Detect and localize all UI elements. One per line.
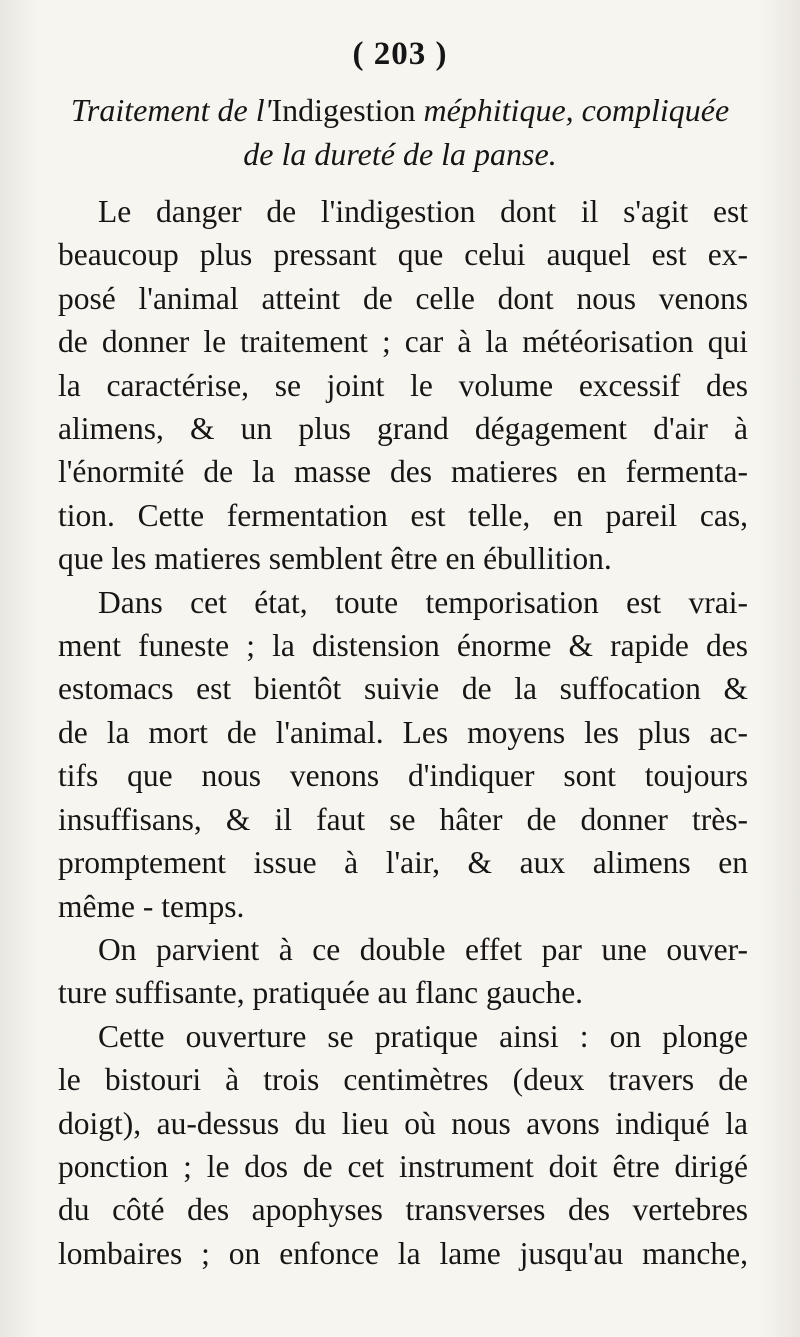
- body-text: [58, 190, 748, 1275]
- text-line: Dans cet état, toute temporisation est vrai-: [98, 584, 748, 620]
- text-line: même - temps.: [58, 888, 245, 924]
- text-line: de donner le traitement ; car à la météorisation qui: [58, 324, 748, 360]
- text-line: doigt), au-dessus du lieu où nous avons indiqué la: [58, 1105, 748, 1141]
- text-line: de la mort de l'animal. Les moyens les plus ac-: [58, 714, 748, 750]
- text-line: tion. Cette fermentation est telle, en pareil cas,: [58, 497, 748, 533]
- text-line: tifs que nous venons d'indiquer sont toujours: [58, 758, 748, 794]
- text-line: insuffisans, & il faut se hâter de donner très-: [58, 801, 748, 837]
- text-line: lombaires ; on enfonce la lame jusqu'au manche,: [58, 1235, 748, 1271]
- text-line: le bistouri à trois centimètres (deux travers de: [58, 1062, 748, 1098]
- title-part-upright: Indigestion: [271, 92, 416, 128]
- paragraph-1: [58, 190, 748, 581]
- page-number: ( 203 ): [352, 36, 448, 72]
- section-title: [60, 88, 740, 176]
- text-line: ture suffisante, pratiquée au flanc gauche.: [58, 975, 584, 1011]
- text-line: que les matieres semblent être en ébullition.: [58, 541, 612, 577]
- title-part-italic-a: Traitement de l': [70, 92, 272, 128]
- text-line: l'énormité de la masse des matieres en fermenta-: [58, 454, 748, 490]
- paragraph-3: [58, 928, 748, 1015]
- title-line-1: [60, 88, 740, 132]
- text-line: du côté des apophyses transverses des vertebres: [58, 1192, 748, 1228]
- text-line: On parvient à ce double effet par une ouver-: [98, 931, 748, 967]
- text-line: ponction ; le dos de cet instrument doit être dirigé: [58, 1148, 748, 1184]
- paragraph-4: [58, 1015, 748, 1275]
- title-part-italic-b: méphitique, compliquée: [415, 92, 730, 128]
- paragraph-2: [58, 581, 748, 928]
- text-line: Le danger de l'indigestion dont il s'agit est: [98, 194, 748, 229]
- text-line: ment funeste ; la distension énorme & rapide des: [58, 628, 748, 664]
- text-line: promptement issue à l'air, & aux alimens en: [58, 845, 748, 881]
- text-line: beaucoup plus pressant que celui auquel est ex-: [58, 237, 748, 273]
- text-line: Cette ouverture se pratique ainsi : on plonge: [98, 1018, 748, 1054]
- text-line: estomacs est bientôt suivie de la suffocation &: [58, 671, 748, 707]
- text-line: alimens, & un plus grand dégagement d'air à: [58, 411, 748, 447]
- title-line-2: de la dureté de la panse.: [243, 136, 557, 172]
- text-line: la caractérise, se joint le volume excessif des: [58, 367, 748, 403]
- text-line: posé l'animal atteint de celle dont nous venons: [58, 280, 748, 316]
